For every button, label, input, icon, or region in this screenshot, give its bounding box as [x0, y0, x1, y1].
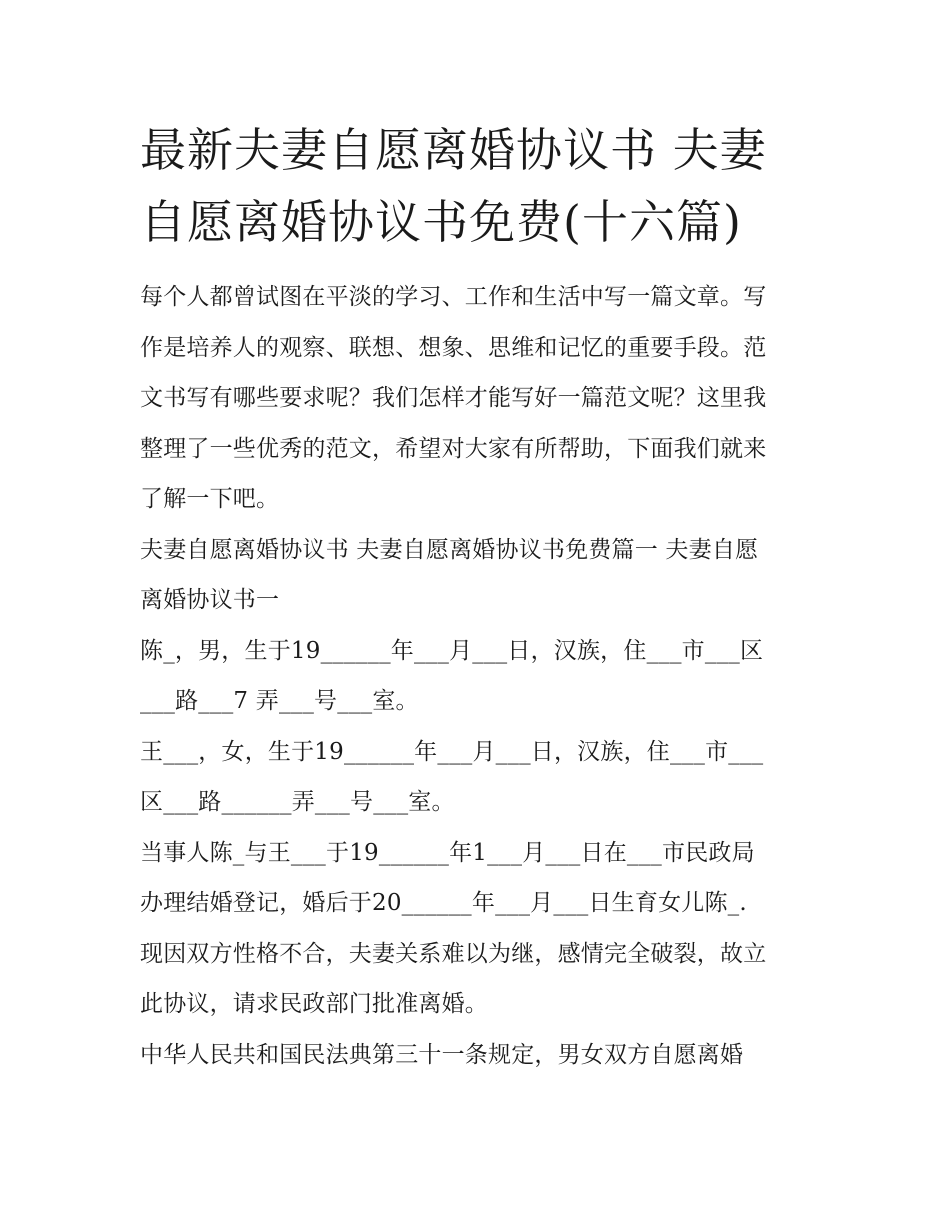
party-woman-line: 王___，女，生于19______年___月___日，汉族，住___市___ — [140, 738, 764, 765]
party-man-line: ___路___7 弄___号___室。 — [140, 688, 419, 714]
document-page — [140, 114, 812, 1080]
title-line: 自愿离婚协议书免费(十六篇) — [140, 195, 742, 249]
legal-basis-line: 中华人民共和国民法典第三十一条规定，男女双方自愿离婚 — [140, 1041, 744, 1068]
party-woman-line: 区___路______弄___号___室。 — [140, 789, 455, 815]
title-line: 最新夫妻自愿离婚协议书 夫妻 — [140, 123, 767, 177]
marriage-statement-line: 此协议，请求民政部门批准离婚。 — [140, 991, 488, 1017]
document-body — [140, 272, 812, 1080]
intro-paragraph-line: 每个人都曾试图在平淡的学习、工作和生活中写一篇文章。写 — [140, 284, 767, 310]
intro-paragraph-line: 文书写有哪些要求呢？我们怎样才能写好一篇范文呢？这里我 — [140, 385, 767, 411]
intro-paragraph-line: 整理了一些优秀的范文，希望对大家有所帮助，下面我们就来 — [140, 435, 767, 462]
document-title — [140, 114, 812, 258]
section-heading-line: 夫妻自愿离婚协议书 夫妻自愿离婚协议书免费篇一 夫妻自愿 — [140, 536, 759, 563]
marriage-statement-line: 现因双方性格不合，夫妻关系难以为继，感情完全破裂，故立 — [140, 940, 767, 967]
party-man-line: 陈_，男，生于19______年___月___日，汉族，住___市___区 — [140, 637, 764, 664]
marriage-statement-line: 当事人陈_与王___于19______年1___月___日在___市民政局 — [140, 839, 755, 866]
intro-paragraph-line: 作是培养人的观察、联想、想象、思维和记忆的重要手段。范 — [140, 334, 767, 361]
marriage-statement-line: 办理结婚登记，婚后于20______年___月___日生育女儿陈_. — [140, 890, 747, 916]
section-heading-line: 离婚协议书一 — [140, 587, 280, 613]
intro-paragraph-line: 了解一下吧。 — [140, 486, 280, 512]
